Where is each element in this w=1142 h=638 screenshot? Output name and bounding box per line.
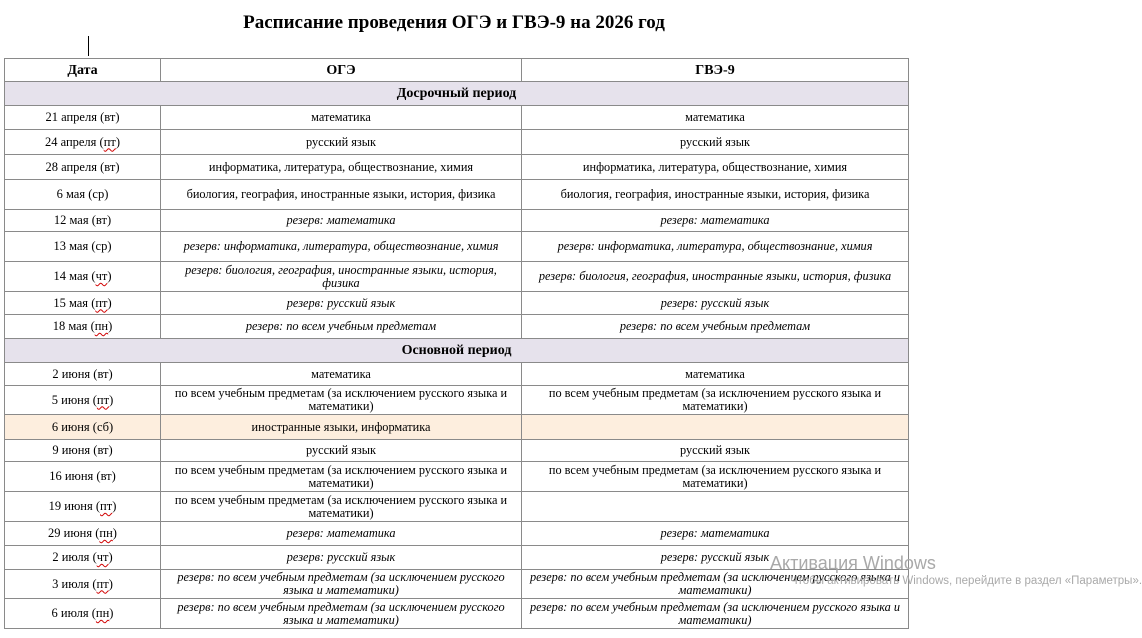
gve-cell: резерв: по всем учебным предметам (за исключением русского языка и математики) xyxy=(522,599,909,629)
oge-cell: резерв: биология, география, иностранные языки, история, физика xyxy=(161,262,522,292)
gve-cell: русский язык xyxy=(522,440,909,462)
section-row xyxy=(5,339,909,363)
gve-cell: информатика, литература, обществознание, химия xyxy=(522,155,909,180)
date-weekday: ср xyxy=(92,187,105,201)
section-title: Основной период xyxy=(5,339,909,363)
date-cell: 19 июня (пт) xyxy=(5,492,161,522)
date-weekday: пт xyxy=(100,499,113,513)
oge-cell: информатика, литература, обществознание, химия xyxy=(161,155,522,180)
date-day: 29 июня xyxy=(48,526,93,540)
oge-cell: математика xyxy=(161,363,522,386)
date-day: 18 мая xyxy=(52,319,88,333)
date-cell: 6 июля (пн) xyxy=(5,599,161,629)
table-row xyxy=(5,570,909,599)
oge-cell: по всем учебным предметам (за исключением русского языка и математики) xyxy=(161,386,522,415)
table-row xyxy=(5,315,909,339)
date-cell: 21 апреля (вт) xyxy=(5,106,161,130)
date-cell: 24 апреля (пт) xyxy=(5,130,161,155)
date-cell: 2 июня (вт) xyxy=(5,363,161,386)
section-title: Досрочный период xyxy=(5,82,909,106)
gve-cell: математика xyxy=(522,363,909,386)
date-day: 19 июня xyxy=(48,499,93,513)
date-day: 2 июня xyxy=(52,366,91,381)
gve-cell xyxy=(522,415,909,440)
table-row xyxy=(5,363,909,386)
oge-cell: русский язык xyxy=(161,130,522,155)
gve-cell: биология, география, иностранные языки, история, физика xyxy=(522,180,909,210)
gve-cell xyxy=(522,492,909,522)
gve-cell: математика xyxy=(522,106,909,130)
date-day: 2 июля xyxy=(52,550,90,564)
table-row xyxy=(5,599,909,629)
date-cell: 2 июля (чт) xyxy=(5,546,161,570)
date-day: 6 июня xyxy=(51,419,90,434)
table-row xyxy=(5,546,909,570)
gve-cell: резерв: по всем учебным предметам xyxy=(522,315,909,339)
table-row xyxy=(5,522,909,546)
table-row xyxy=(5,262,909,292)
date-weekday: пт xyxy=(96,392,110,407)
table-row xyxy=(5,292,909,315)
date-cell: 5 июня (пт) xyxy=(5,386,161,415)
date-day: 6 мая xyxy=(56,187,86,201)
date-day: 21 апреля xyxy=(45,110,97,124)
oge-cell: резерв: русский язык xyxy=(161,292,522,315)
date-cell: 12 мая (вт) xyxy=(5,210,161,232)
date-day: 9 июня xyxy=(52,443,91,457)
table-row xyxy=(5,210,909,232)
date-cell: 9 июня (вт) xyxy=(5,440,161,462)
gve-cell: по всем учебным предметам (за исключением русского языка и математики) xyxy=(522,462,909,492)
date-cell: 6 мая (ср) xyxy=(5,180,161,210)
date-cell: 29 июня (пн) xyxy=(5,522,161,546)
gve-cell: русский язык xyxy=(522,130,909,155)
table-header-row xyxy=(5,59,909,82)
table-row xyxy=(5,180,909,210)
date-weekday: вт xyxy=(104,110,116,124)
date-weekday: ср xyxy=(95,239,108,253)
date-day: 14 мая xyxy=(53,269,89,283)
date-day: 12 мая xyxy=(53,213,89,227)
header-date: Дата xyxy=(5,59,161,82)
oge-cell: резерв: математика xyxy=(161,522,522,546)
date-weekday: вт xyxy=(95,213,107,227)
date-cell: 6 июня (сб) xyxy=(5,415,161,440)
date-day: 24 апреля xyxy=(44,134,97,149)
table-row xyxy=(5,440,909,462)
oge-cell: русский язык xyxy=(161,440,522,462)
watermark-title: Активация Windows xyxy=(770,553,936,573)
date-weekday: пт xyxy=(95,295,108,310)
date-cell: 16 июня (вт) xyxy=(5,462,161,492)
date-weekday: сб xyxy=(96,419,110,434)
oge-cell: резерв: информатика, литература, обществознание, химия xyxy=(161,232,522,262)
date-day: 3 июля xyxy=(52,576,90,591)
date-weekday: вт xyxy=(97,443,109,457)
oge-cell: математика xyxy=(161,106,522,130)
date-day: 5 июня xyxy=(51,392,90,407)
oge-cell: иностранные языки, информатика xyxy=(161,415,522,440)
date-cell: 28 апреля (вт) xyxy=(5,155,161,180)
oge-cell: резерв: математика xyxy=(161,210,522,232)
gve-cell: резерв: математика xyxy=(522,210,909,232)
date-weekday: пн xyxy=(99,526,113,540)
gve-cell: резерв: русский язык xyxy=(522,292,909,315)
date-weekday: вт xyxy=(104,159,116,174)
date-weekday: пн xyxy=(94,319,109,333)
date-day: 13 мая xyxy=(53,239,89,253)
header-oge: ОГЭ xyxy=(161,59,522,82)
oge-cell: по всем учебным предметам (за исключением русского языка и математики) xyxy=(161,492,522,522)
oge-cell: резерв: русский язык xyxy=(161,546,522,570)
header-gve: ГВЭ-9 xyxy=(522,59,909,82)
table-row xyxy=(5,130,909,155)
date-weekday: пн xyxy=(95,606,110,620)
table-row xyxy=(5,415,909,440)
date-cell: 13 мая (ср) xyxy=(5,232,161,262)
table-row xyxy=(5,462,909,492)
table-row xyxy=(5,232,909,262)
gve-cell: резерв: по всем учебным предметам (за исключением русского языка и математики) xyxy=(522,570,909,599)
table-row xyxy=(5,386,909,415)
page-title: Расписание проведения ОГЭ и ГВЭ-9 на 2026 год xyxy=(243,12,665,33)
gve-cell: резерв: информатика, литература, обществознание, химия xyxy=(522,232,909,262)
section-row xyxy=(5,82,909,106)
date-day: 16 июня xyxy=(49,469,94,483)
date-cell: 14 мая (чт) xyxy=(5,262,161,292)
table-row xyxy=(5,155,909,180)
date-cell: 15 мая (пт) xyxy=(5,292,161,315)
date-weekday: чт xyxy=(95,269,108,283)
text-cursor xyxy=(88,36,89,56)
gve-cell: резерв: русский язык xyxy=(522,546,909,570)
date-weekday: пт xyxy=(96,576,109,591)
date-day: 6 июля xyxy=(51,606,89,620)
date-weekday: вт xyxy=(100,469,112,483)
date-day: 15 мая xyxy=(53,295,89,310)
date-cell: 18 мая (пн) xyxy=(5,315,161,339)
oge-cell: резерв: по всем учебным предметам (за исключением русского языка и математики) xyxy=(161,599,522,629)
oge-cell: по всем учебным предметам (за исключением русского языка и математики) xyxy=(161,462,522,492)
gve-cell: резерв: биология, география, иностранные языки, история, физика xyxy=(522,262,909,292)
oge-cell: резерв: по всем учебным предметам xyxy=(161,315,522,339)
oge-cell: резерв: по всем учебным предметам (за исключением русского языка и математики) xyxy=(161,570,522,599)
table-row xyxy=(5,106,909,130)
gve-cell: резерв: математика xyxy=(522,522,909,546)
date-weekday: пт xyxy=(103,134,116,149)
table-row xyxy=(5,492,909,522)
date-weekday: вт xyxy=(97,366,109,381)
date-day: 28 апреля xyxy=(45,159,97,174)
watermark-subtitle: Чтобы активировать Windows, перейдите в раздел «Параметры». xyxy=(790,575,1142,587)
gve-cell: по всем учебным предметам (за исключением русского языка и математики) xyxy=(522,386,909,415)
oge-cell: биология, география, иностранные языки, история, физика xyxy=(161,180,522,210)
date-weekday: чт xyxy=(96,550,109,564)
date-cell: 3 июля (пт) xyxy=(5,570,161,599)
